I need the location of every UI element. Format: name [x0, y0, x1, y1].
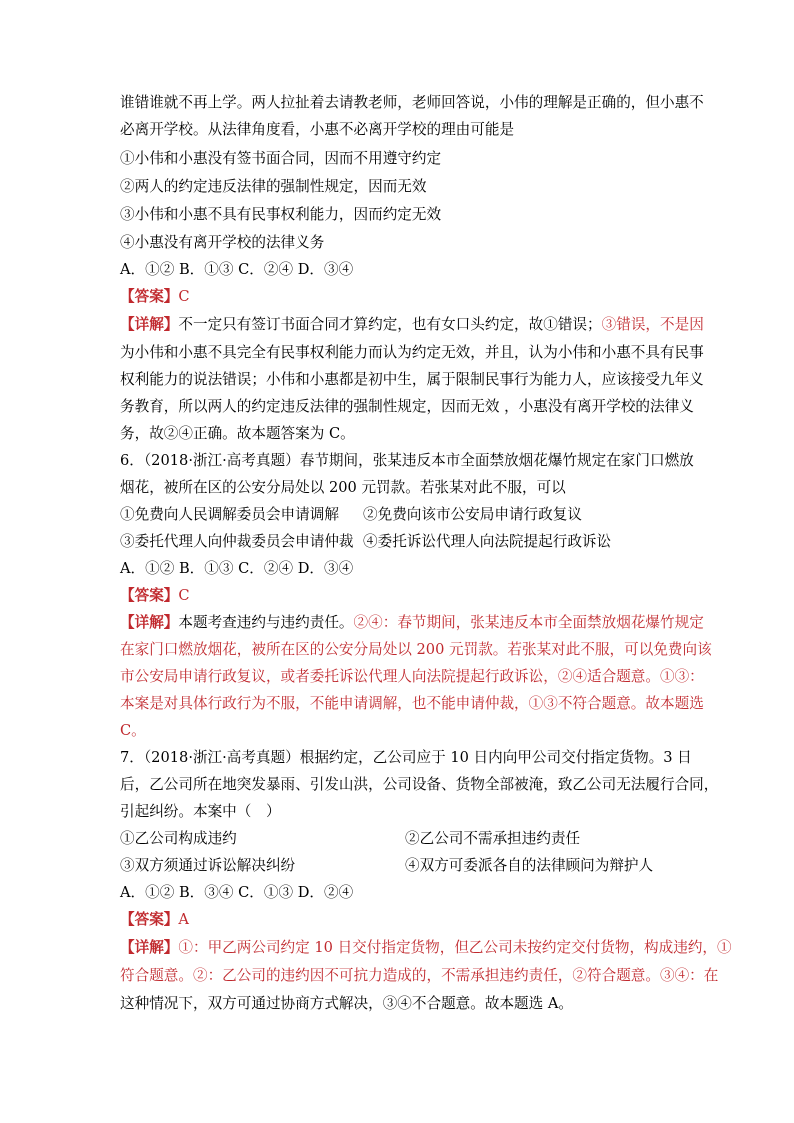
detail-tag: 【详解】: [120, 614, 179, 631]
detail-tag: 【详解】: [120, 939, 179, 956]
q7-options-row-2: [120, 856, 690, 876]
q5-detail-line-3: 权利能力的说法错误；小伟和小惠都是初中生，属于限制民事行为能力人，应该接受九年义: [120, 371, 704, 388]
q5-detail-line-2: 为小伟和小惠不具完全有民事权利能力而认为约定无效，并且，认为小伟和小惠不具有民事: [120, 344, 704, 361]
q5-option-4: ④小惠没有离开学校的法律义务: [120, 234, 325, 251]
q6-option-1: ①免费向人民调解委员会申请调解: [120, 506, 339, 523]
q5-option-3: ③小伟和小惠不具有民事权利能力，因而约定无效: [120, 206, 442, 223]
answer-value: A: [178, 911, 189, 928]
detail-text-highlight: ①③不符合题意。: [528, 695, 646, 712]
q6-option-3: ③委托代理人向仲裁委员会申请仲裁: [120, 533, 354, 550]
q7-option-3: ③双方须通过诉讼解决纠纷: [120, 857, 296, 874]
detail-tag: 【详解】: [120, 316, 179, 333]
q6-answer: [120, 586, 690, 606]
q7-options-row-1: [120, 829, 690, 849]
q5-detail-line-1: [120, 315, 704, 335]
q6-detail-line-1: [120, 613, 704, 633]
q6-stem-line-1: 6．（2018·浙江·高考真题）春节期间，张某违反本市全面禁放烟花爆竹规定在家门口燃放: [120, 452, 694, 469]
answer-tag: 【答案】: [120, 587, 179, 604]
q5-answer: [120, 287, 690, 307]
answer-value: C: [178, 288, 190, 305]
q6-detail-line-2: 在家门口燃放烟花，被所在区的公安分局处以 200 元罚款。若张某对此不服，可以免费向该: [120, 641, 712, 658]
q5-detail-line-4: 务教育，所以两人的约定违反法律的强制性规定，因而无效 ，小惠没有离开学校的法律义: [120, 398, 694, 415]
q6-choices: A．①② B．①③ C．②④ D．③④: [120, 560, 354, 577]
q7-option-2: ②乙公司不需承担违约责任: [405, 830, 581, 847]
detail-text: ③④不合题意。故本题选 A。: [382, 995, 574, 1012]
q7-stem-line-1: 7．（2018·浙江·高考真题）根据约定，乙公司应于 10 日内向甲公司交付指定货物。3 日: [120, 749, 692, 766]
answer-tag: 【答案】: [120, 288, 179, 305]
answer-value: C: [178, 587, 190, 604]
q7-option-4: ④双方可委派各自的法律顾问为辩护人: [405, 857, 654, 874]
q5-detail-line-5: 务，故②④正确。故本题答案为 C。: [120, 425, 355, 442]
detail-text: 本题考查违约与违约责任。: [178, 614, 354, 631]
q7-detail-line-2: 符合题意。②：乙公司的违约因不可抗力造成的，不需承担违约责任，②符合题意。③④：在: [120, 967, 719, 984]
q5-stem-line-2: 必离开学校。从法律角度看，小惠不必离开学校的理由可能是: [120, 121, 515, 138]
q6-stem-line-2: 烟花，被所在区的公安分局处以 200 元罚款。若张某对此不服，可以: [120, 479, 566, 496]
q7-choices: A．①② B．③④ C．①③ D．②④: [120, 884, 354, 901]
answer-tag: 【答案】: [120, 911, 179, 928]
detail-text-highlight: ②④：春节期间，张某违反本市全面禁放烟花爆竹规定: [353, 614, 704, 631]
q6-detail-line-5: C。: [120, 722, 146, 739]
q6-option-2: ②免费向该市公安局申请行政复议: [363, 506, 582, 523]
detail-text: 不一定只有签订书面合同才算约定，也有女口头约定，故①错误；: [178, 316, 602, 333]
q6-option-4: ④委托诉讼代理人向法院提起行政诉讼: [363, 533, 612, 550]
detail-text: 这种情况下，双方可通过协商方式解决，: [120, 995, 383, 1012]
q6-options-row-2: [120, 532, 690, 552]
detail-text: 故本题选: [645, 695, 704, 712]
q5-option-1: ①小伟和小惠没有签书面合同，因而不用遵守约定: [120, 150, 442, 167]
detail-text: 本案是对具体行政行为不服，不能申请调解，也不能申请仲裁，: [120, 695, 529, 712]
q5-stem-line-1: 谁错谁就不再上学。两人拉扯着去请教老师，老师回答说，小伟的理解是正确的，但小惠不: [120, 94, 704, 111]
detail-text-highlight: ③错误，不是因: [601, 316, 704, 333]
q7-stem-line-3: 引起纠纷。本案中（ ）: [120, 803, 281, 820]
q6-detail-line-4: [120, 694, 704, 714]
q7-detail-line-3: [120, 994, 690, 1014]
q7-option-1: ①乙公司构成违约: [120, 830, 237, 847]
q7-stem-line-2: 后，乙公司所在地突发暴雨、引发山洪，公司设备、货物全部被淹，致乙公司无法履行合同，: [120, 776, 719, 793]
q5-choices: A．①② B．①③ C．②④ D．③④: [120, 261, 354, 278]
q6-detail-line-3: 市公安局申请行政复议，或者委托诉讼代理人向法院提起行政诉讼，②④适合题意。①③：: [120, 668, 704, 685]
detail-text-highlight: ①：甲乙两公司约定 10 日交付指定货物，但乙公司未按约定交付货物，构成违约，①: [178, 939, 732, 956]
q6-options-row-1: [120, 505, 690, 525]
q5-option-2: ②两人的约定违反法律的强制性规定，因而无效: [120, 178, 427, 195]
q7-detail-line-1: [120, 938, 732, 958]
q7-answer: [120, 910, 690, 930]
